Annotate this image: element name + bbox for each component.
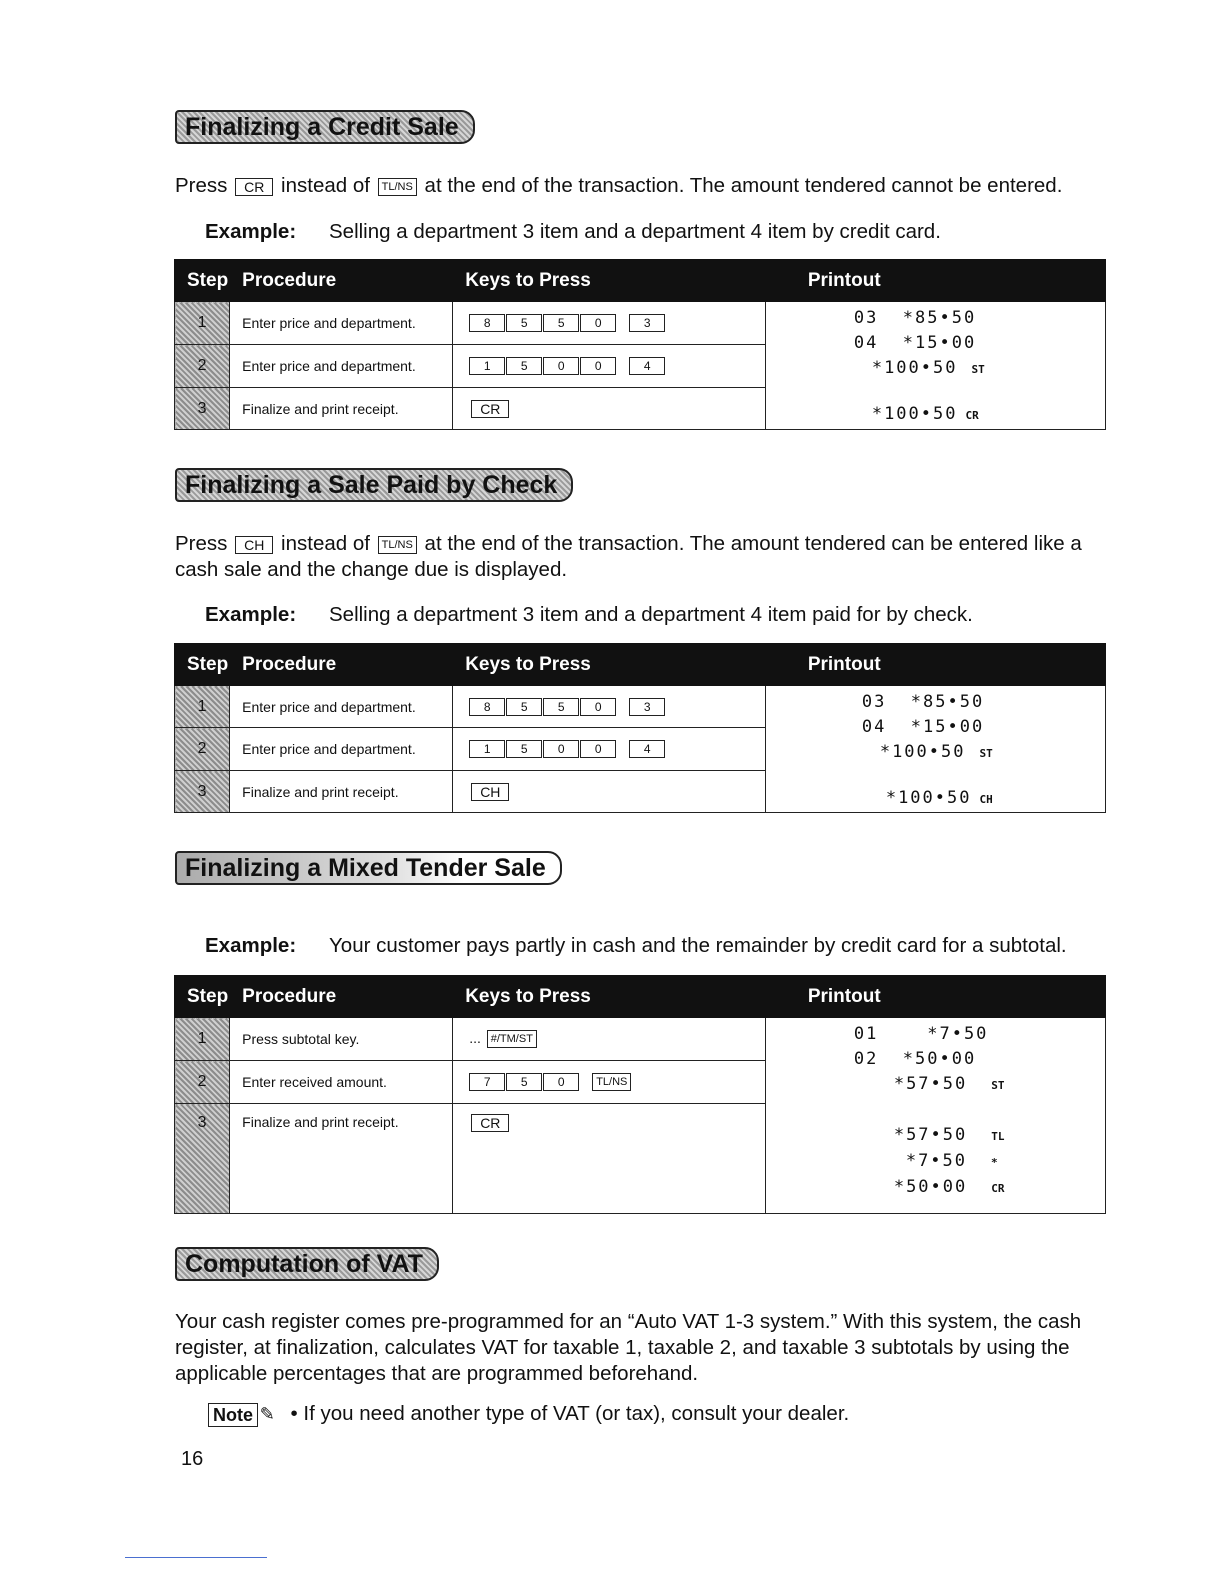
- check-table: [174, 643, 1106, 813]
- printout-line: 03 *85•50: [861, 692, 985, 712]
- table-row: [175, 686, 1106, 728]
- procedure-text: Finalize and print receipt.: [230, 771, 453, 813]
- digit-key: 5: [543, 314, 579, 332]
- digit-key: 7: [469, 1073, 505, 1091]
- header-keys: Keys to Press: [453, 644, 766, 686]
- example-label: Example:: [205, 220, 297, 243]
- printout-symbol: ST: [971, 363, 985, 376]
- subtotal-key: #/TM/ST: [487, 1030, 537, 1048]
- note-label: Note: [208, 1403, 258, 1427]
- para-text: at the end of the transaction. The amount tendered can be entered like a cash sale and the change due is displayed.: [175, 532, 1082, 581]
- mixed-table: [174, 975, 1106, 1214]
- example-text: Selling a department 3 item and a department 4 item by credit card.: [329, 220, 941, 243]
- keys-cell: [453, 1104, 766, 1214]
- section-title-credit: Finalizing a Credit Sale: [175, 110, 475, 144]
- check-paragraph: [175, 531, 1095, 583]
- procedure-text: Enter price and department.: [230, 345, 453, 388]
- vat-paragraph: Your cash register comes pre-programmed for an “Auto VAT 1-3 system.” With this system, the cash register, at finalization, calculates VAT for taxable 1, taxable 2, and taxable 3 subtotals by using the applicable percentages that are programmed beforehand.: [175, 1310, 1082, 1385]
- digit-key: 1: [469, 357, 505, 375]
- header-step: Step: [175, 260, 230, 302]
- printout-line: 01 *7•50: [853, 1024, 989, 1044]
- step-number: 1: [175, 1018, 230, 1061]
- printout-symbol: CR: [965, 409, 979, 422]
- cr-key: CR: [471, 1114, 509, 1132]
- digit-key: 5: [506, 740, 542, 758]
- para-text: Press: [175, 174, 228, 197]
- ellipsis: ...: [469, 1029, 481, 1046]
- step-number: 2: [175, 728, 230, 771]
- digit-key: 0: [580, 314, 616, 332]
- digit-key: 8: [469, 698, 505, 716]
- procedure-text: Enter received amount.: [230, 1061, 453, 1104]
- digit-key: 5: [506, 314, 542, 332]
- digit-key: 0: [543, 1073, 579, 1091]
- procedure-text: Finalize and print receipt.: [230, 388, 453, 430]
- department-key: 4: [629, 357, 665, 375]
- procedure-text: Press subtotal key.: [230, 1018, 453, 1061]
- printout-symbol: TL: [991, 1130, 1005, 1143]
- step-number: 3: [175, 1104, 230, 1214]
- procedure-text: Finalize and print receipt.: [230, 1104, 453, 1214]
- example-text: Selling a department 3 item and a department 4 item paid for by check.: [329, 603, 973, 626]
- credit-example: [205, 219, 941, 245]
- header-printout: Printout: [765, 644, 1105, 686]
- printout-symbol: CH: [979, 793, 993, 806]
- printout-line: [854, 1175, 1105, 1201]
- printout-line: [854, 356, 1105, 382]
- tlns-key: TL/NS: [378, 536, 417, 554]
- credit-table: [174, 259, 1106, 430]
- digit-key: 5: [506, 1073, 542, 1091]
- printout-line: [854, 1149, 1105, 1175]
- para-text: at the end of the transaction. The amount tendered cannot be entered.: [424, 174, 1063, 197]
- digit-key: 0: [580, 357, 616, 375]
- ch-key: CH: [235, 536, 273, 554]
- digit-key: 5: [506, 357, 542, 375]
- digit-key: 8: [469, 314, 505, 332]
- printout-symbol: *: [991, 1156, 998, 1169]
- printout-symbol: ST: [979, 747, 993, 760]
- check-example: [205, 602, 973, 628]
- example-text: Your customer pays partly in cash and the remainder by credit card for a subtotal.: [329, 934, 1067, 957]
- header-procedure: Procedure: [230, 260, 453, 302]
- step-number: 1: [175, 302, 230, 345]
- printout-amount: *100•50: [871, 358, 958, 378]
- printout-cell: [765, 302, 1105, 430]
- printout-line: 04 *15•00: [861, 717, 985, 737]
- step-number: 2: [175, 345, 230, 388]
- bottom-divider: [125, 1557, 267, 1558]
- keys-cell: [453, 686, 766, 728]
- printout-amount: *7•50: [905, 1151, 968, 1171]
- cr-key: CR: [235, 178, 273, 196]
- header-printout: Printout: [765, 260, 1105, 302]
- printout-line: 02 *50•00: [853, 1049, 977, 1069]
- header-step: Step: [175, 644, 230, 686]
- para-text: instead of: [281, 174, 370, 197]
- header-keys: Keys to Press: [453, 260, 766, 302]
- note: [208, 1401, 849, 1427]
- table-row: [175, 1018, 1106, 1061]
- printout-amount: *50•00: [893, 1177, 968, 1197]
- step-number: 3: [175, 388, 230, 430]
- keys-cell: [453, 302, 766, 345]
- tlns-key: TL/NS: [592, 1073, 631, 1091]
- page-number: 16: [181, 1448, 204, 1470]
- keys-cell: [453, 771, 766, 813]
- digit-key: 1: [469, 740, 505, 758]
- header-procedure: Procedure: [230, 976, 453, 1018]
- printout-amount: *57•50: [893, 1074, 968, 1094]
- printout-line: [854, 1123, 1105, 1149]
- procedure-text: Enter price and department.: [230, 302, 453, 345]
- printout-line: [862, 786, 1105, 812]
- example-label: Example:: [205, 603, 297, 626]
- printout-amount: *100•50: [871, 404, 958, 424]
- header-keys: Keys to Press: [453, 976, 766, 1018]
- procedure-text: Enter price and department.: [230, 728, 453, 771]
- keys-cell: [453, 1061, 766, 1104]
- section-title-mixed-tender: Finalizing a Mixed Tender Sale: [175, 851, 562, 885]
- digit-key: 5: [506, 698, 542, 716]
- step-number: 2: [175, 1061, 230, 1104]
- header-step: Step: [175, 976, 230, 1018]
- note-text: • If you need another type of VAT (or tax), consult your dealer.: [290, 1402, 850, 1425]
- para-text: instead of: [281, 532, 370, 555]
- header-printout: Printout: [765, 976, 1105, 1018]
- para-text: Press: [175, 532, 228, 555]
- printout-symbol: CR: [991, 1182, 1005, 1195]
- ch-key: CH: [471, 783, 509, 801]
- digit-key: 0: [580, 698, 616, 716]
- cr-key: CR: [471, 400, 509, 418]
- step-number: 1: [175, 686, 230, 728]
- printout-line: [854, 402, 1105, 428]
- printout-amount: *100•50: [879, 742, 966, 762]
- printout-line: 04 *15•00: [853, 333, 977, 353]
- header-procedure: Procedure: [230, 644, 453, 686]
- keys-cell: [453, 345, 766, 388]
- procedure-text: Enter price and department.: [230, 686, 453, 728]
- mixed-example: [205, 933, 1067, 959]
- table-row: [175, 302, 1106, 345]
- department-key: 4: [629, 740, 665, 758]
- department-key: 3: [629, 314, 665, 332]
- printout-symbol: ST: [991, 1079, 1005, 1092]
- credit-paragraph: [175, 173, 1095, 199]
- keys-cell: [453, 728, 766, 771]
- keys-cell: [453, 1018, 766, 1061]
- printout-line: [862, 740, 1105, 766]
- section-title-check: Finalizing a Sale Paid by Check: [175, 468, 573, 502]
- keys-cell: [453, 388, 766, 430]
- tlns-key: TL/NS: [378, 178, 417, 196]
- digit-key: 0: [580, 740, 616, 758]
- printout-cell: [765, 1018, 1105, 1214]
- printout-line: 03 *85•50: [853, 308, 977, 328]
- printout-cell: [765, 686, 1105, 813]
- digit-key: 5: [543, 698, 579, 716]
- department-key: 3: [629, 698, 665, 716]
- printout-amount: *57•50: [893, 1125, 968, 1145]
- printout-line: [854, 1072, 1105, 1098]
- section-title-vat: Computation of VAT: [175, 1247, 439, 1281]
- digit-key: 0: [543, 740, 579, 758]
- pencil-icon: ✎: [259, 1404, 275, 1424]
- example-label: Example:: [205, 934, 297, 957]
- digit-key: 0: [543, 357, 579, 375]
- printout-amount: *100•50: [885, 788, 972, 808]
- step-number: 3: [175, 771, 230, 813]
